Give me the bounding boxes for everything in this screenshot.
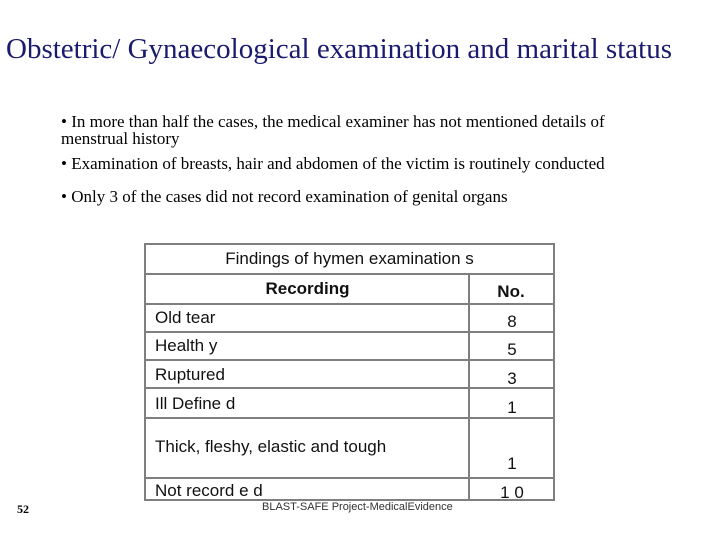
slide-title: Obstetric/ Gynaecological examination and marital status	[6, 33, 672, 65]
row-divider	[146, 477, 553, 479]
footer-text: BLAST-SAFE Project-MedicalEvidence	[262, 501, 453, 513]
column-header-no: No.	[497, 282, 525, 301]
table-row-value: 1	[507, 398, 517, 417]
table-row-value: 1	[507, 454, 517, 473]
table-row-label: Ruptured	[155, 365, 225, 384]
table-row-value: 1 0	[500, 483, 524, 502]
table-row-label: Not record e d	[155, 481, 263, 500]
hymen-findings-table	[144, 243, 555, 501]
column-header-recording: Recording	[265, 279, 350, 298]
bullet-item: • Examination of breasts, hair and abdomen of the victim is routinely conducted	[61, 154, 605, 173]
table-row-label: Ill Define d	[155, 394, 236, 413]
slide-number: 52	[17, 502, 29, 516]
bullet-item: • Only 3 of the cases did not record examination of genital organs	[61, 187, 508, 206]
table-row-label: Old tear	[155, 308, 216, 327]
bullet-list	[61, 113, 671, 213]
row-divider	[146, 303, 553, 305]
bullet-item: • In more than half the cases, the medical examiner has not mentioned details of menstrual history	[61, 112, 605, 148]
table-row-value: 8	[507, 312, 517, 331]
table-caption: Findings of hymen examination s	[146, 245, 553, 275]
table-row-label: Health y	[155, 336, 218, 355]
table-row-value: 5	[507, 340, 517, 359]
table-row-label: Thick, fleshy, elastic and tough	[155, 437, 387, 456]
table-row-value: 3	[507, 369, 517, 388]
